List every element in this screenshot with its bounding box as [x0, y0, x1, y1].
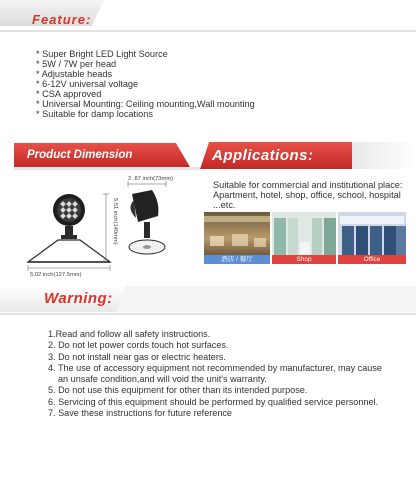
application-photo-shop: [272, 212, 336, 264]
side-view-drawing: [129, 190, 165, 254]
photo-caption: Shop: [272, 255, 336, 264]
applications-banner-fade: [352, 142, 416, 169]
product-dimension-diagram: [14, 172, 204, 282]
product-dimension-title: Product Dimension: [27, 149, 133, 161]
photo-caption: 酒店 / 餐厅: [204, 255, 270, 264]
warning-item: 7. Save these instructions for future reference: [48, 408, 232, 419]
applications-title: Applications:: [212, 147, 314, 164]
feature-item: * 6-12V universal voltage: [36, 79, 139, 89]
feature-title: Feature:: [32, 12, 92, 27]
warning-title: Warning:: [44, 290, 113, 307]
feature-item: * 5W / 7W per head: [36, 59, 117, 69]
feature-item: * CSA approved: [36, 89, 102, 99]
warning-item: 5. Do not use this equipment for other than its intended purpose.: [48, 385, 308, 396]
warning-item-continuation: an unsafe condition,and will void the unit's warranty.: [58, 374, 267, 385]
base-dimension-label: 5.02 inch(127.5mm): [30, 272, 82, 278]
front-view-drawing: [28, 194, 110, 262]
warning-list: [48, 329, 408, 419]
feature-list: [36, 49, 255, 119]
width-dimension-label: 2. 87 inch(73mm): [128, 176, 174, 182]
warning-item: 1.Read and follow all safety instructions.: [48, 329, 211, 339]
photo-caption: Office: [338, 255, 406, 264]
warning-item: 6. Servicing of this equipment should be performed by qualified service personnel.: [48, 396, 379, 407]
height-dimension-label: 5.51 inch(140mm): [112, 198, 118, 245]
feature-item: * Adjustable heads: [36, 69, 113, 79]
warning-divider: [0, 313, 416, 315]
warning-item: 3. Do not install near gas or electric heaters.: [48, 351, 226, 362]
feature-divider: [0, 30, 416, 32]
applications-description: Suitable for commercial and institutional place: Apartment, hotel, shop, office, school, hospital ...etc.: [213, 180, 403, 210]
warning-item: 2. Do not let power cords touch hot surfaces.: [48, 340, 229, 351]
feature-item: * Super Bright LED Light Source: [36, 49, 168, 59]
product-dimension-underline: [14, 167, 200, 170]
warning-item: 4. The use of accessory equipment not recommended by manufacturer, may cause: [48, 362, 382, 373]
feature-item: * Suitable for damp locations: [36, 109, 153, 119]
application-photo-restaurant: [204, 212, 270, 264]
application-photo-office: [338, 212, 406, 264]
feature-item: * Universal Mounting: Ceiling mounting,Wall mounting: [36, 99, 255, 109]
